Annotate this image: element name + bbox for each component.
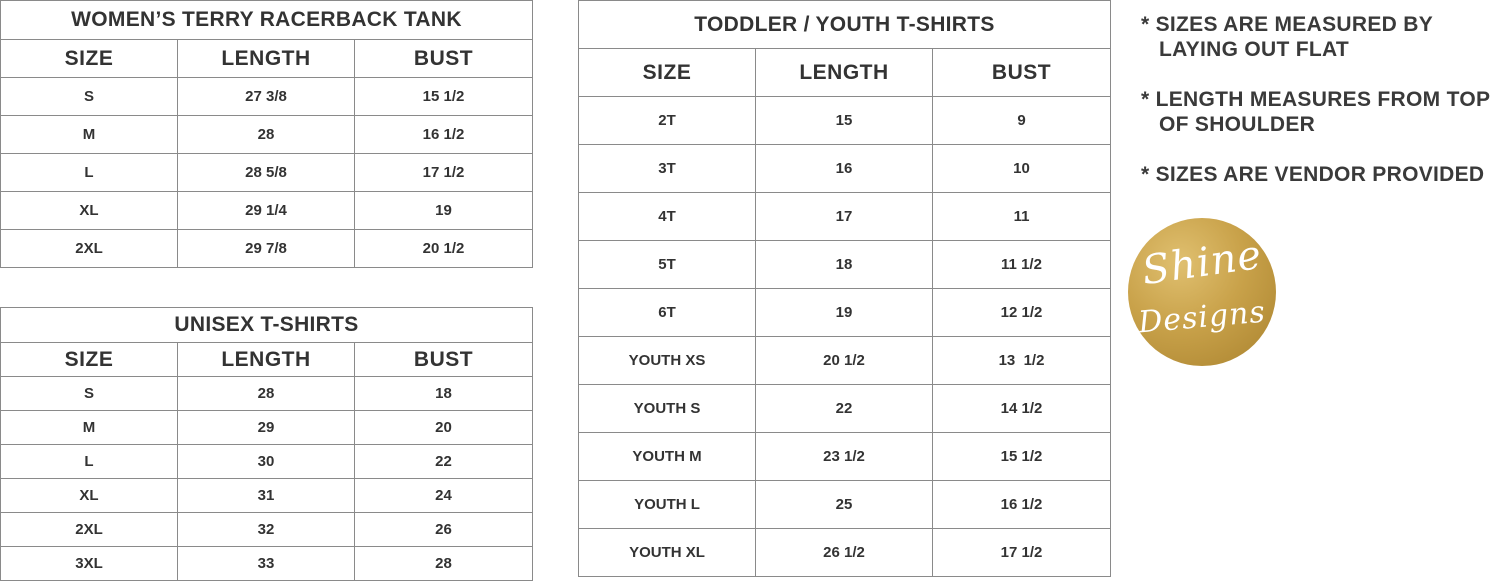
column-header-bust: BUST: [355, 40, 533, 78]
note-length-from-shoulder: * LENGTH MEASURES FROM TOP OF SHOULDER: [1141, 88, 1491, 136]
column-header-length: LENGTH: [178, 40, 355, 78]
table-row: [579, 481, 1111, 529]
table-row: [1, 377, 533, 411]
bust-cell: 26: [355, 513, 533, 547]
table-row: [579, 385, 1111, 433]
size-cell: M: [1, 116, 178, 154]
size-cell: 2XL: [1, 513, 178, 547]
size-cell: YOUTH M: [579, 433, 756, 481]
table-row: [1, 154, 533, 192]
length-cell: 32: [178, 513, 355, 547]
table-row: [1, 78, 533, 116]
size-cell: 6T: [579, 289, 756, 337]
shine-designs-logo: [1128, 218, 1276, 366]
table-title: WOMEN’S TERRY RACERBACK TANK: [1, 1, 533, 40]
bust-cell: 14 1/2: [933, 385, 1111, 433]
size-cell: S: [1, 377, 178, 411]
column-header-size: SIZE: [579, 49, 756, 97]
size-cell: 3T: [579, 145, 756, 193]
column-header-bust: BUST: [933, 49, 1111, 97]
column-header-size: SIZE: [1, 343, 178, 377]
table-row: [579, 529, 1111, 577]
table-row: [1, 513, 533, 547]
size-cell: XL: [1, 479, 178, 513]
size-cell: M: [1, 411, 178, 445]
length-cell: 28 5/8: [178, 154, 355, 192]
table-row: [1, 192, 533, 230]
length-cell: 22: [756, 385, 933, 433]
table-row: [1, 411, 533, 445]
length-cell: 30: [178, 445, 355, 479]
unisex-size-table: [0, 307, 533, 581]
column-header-length: LENGTH: [178, 343, 355, 377]
column-header-size: SIZE: [1, 40, 178, 78]
table-row: [579, 337, 1111, 385]
table-row: [579, 289, 1111, 337]
bust-cell: 15 1/2: [933, 433, 1111, 481]
table-row: [579, 241, 1111, 289]
bust-cell: 17 1/2: [933, 529, 1111, 577]
bust-cell: 20 1/2: [355, 230, 533, 268]
length-cell: 27 3/8: [178, 78, 355, 116]
length-cell: 15: [756, 97, 933, 145]
size-cell: XL: [1, 192, 178, 230]
table-row: [1, 547, 533, 581]
size-cell: 2XL: [1, 230, 178, 268]
bust-cell: 10: [933, 145, 1111, 193]
table-row: [579, 97, 1111, 145]
size-cell: YOUTH XS: [579, 337, 756, 385]
bust-cell: 28: [355, 547, 533, 581]
size-cell: 3XL: [1, 547, 178, 581]
bust-cell: 15 1/2: [355, 78, 533, 116]
length-cell: 28: [178, 116, 355, 154]
measurement-notes: [1141, 12, 1500, 212]
bust-cell: 13 1/2: [933, 337, 1111, 385]
bust-cell: 19: [355, 192, 533, 230]
length-cell: 28: [178, 377, 355, 411]
bust-cell: 22: [355, 445, 533, 479]
size-cell: L: [1, 445, 178, 479]
column-header-length: LENGTH: [756, 49, 933, 97]
bust-cell: 16 1/2: [355, 116, 533, 154]
note-vendor-provided: * SIZES ARE VENDOR PROVIDED: [1141, 163, 1485, 186]
table-title: UNISEX T-SHIRTS: [1, 308, 533, 343]
note-measured-flat: * SIZES ARE MEASURED BY LAYING OUT FLAT: [1141, 13, 1433, 61]
length-cell: 25: [756, 481, 933, 529]
size-cell: 4T: [579, 193, 756, 241]
length-cell: 20 1/2: [756, 337, 933, 385]
bust-cell: 24: [355, 479, 533, 513]
bust-cell: 12 1/2: [933, 289, 1111, 337]
length-cell: 19: [756, 289, 933, 337]
bust-cell: 11: [933, 193, 1111, 241]
size-cell: YOUTH L: [579, 481, 756, 529]
bust-cell: 16 1/2: [933, 481, 1111, 529]
length-cell: 29 7/8: [178, 230, 355, 268]
bust-cell: 20: [355, 411, 533, 445]
size-cell: S: [1, 78, 178, 116]
length-cell: 33: [178, 547, 355, 581]
table-row: [1, 230, 533, 268]
bust-cell: 18: [355, 377, 533, 411]
table-row: [579, 433, 1111, 481]
bust-cell: 17 1/2: [355, 154, 533, 192]
column-header-bust: BUST: [355, 343, 533, 377]
table-row: [1, 479, 533, 513]
womens-size-table: [0, 0, 533, 268]
length-cell: 29: [178, 411, 355, 445]
length-cell: 26 1/2: [756, 529, 933, 577]
length-cell: 31: [178, 479, 355, 513]
length-cell: 18: [756, 241, 933, 289]
size-cell: 5T: [579, 241, 756, 289]
table-row: [579, 193, 1111, 241]
bust-cell: 11 1/2: [933, 241, 1111, 289]
table-row: [1, 116, 533, 154]
bust-cell: 9: [933, 97, 1111, 145]
toddler-youth-size-table: [578, 0, 1111, 577]
size-cell: YOUTH XL: [579, 529, 756, 577]
logo-text-shine: Shine: [1139, 231, 1265, 295]
size-cell: YOUTH S: [579, 385, 756, 433]
length-cell: 16: [756, 145, 933, 193]
table-row: [1, 445, 533, 479]
length-cell: 17: [756, 193, 933, 241]
logo-text-designs: Designs: [1136, 294, 1268, 341]
size-cell: L: [1, 154, 178, 192]
table-title: TODDLER / YOUTH T-SHIRTS: [579, 1, 1111, 49]
length-cell: 29 1/4: [178, 192, 355, 230]
length-cell: 23 1/2: [756, 433, 933, 481]
table-row: [579, 145, 1111, 193]
size-cell: 2T: [579, 97, 756, 145]
